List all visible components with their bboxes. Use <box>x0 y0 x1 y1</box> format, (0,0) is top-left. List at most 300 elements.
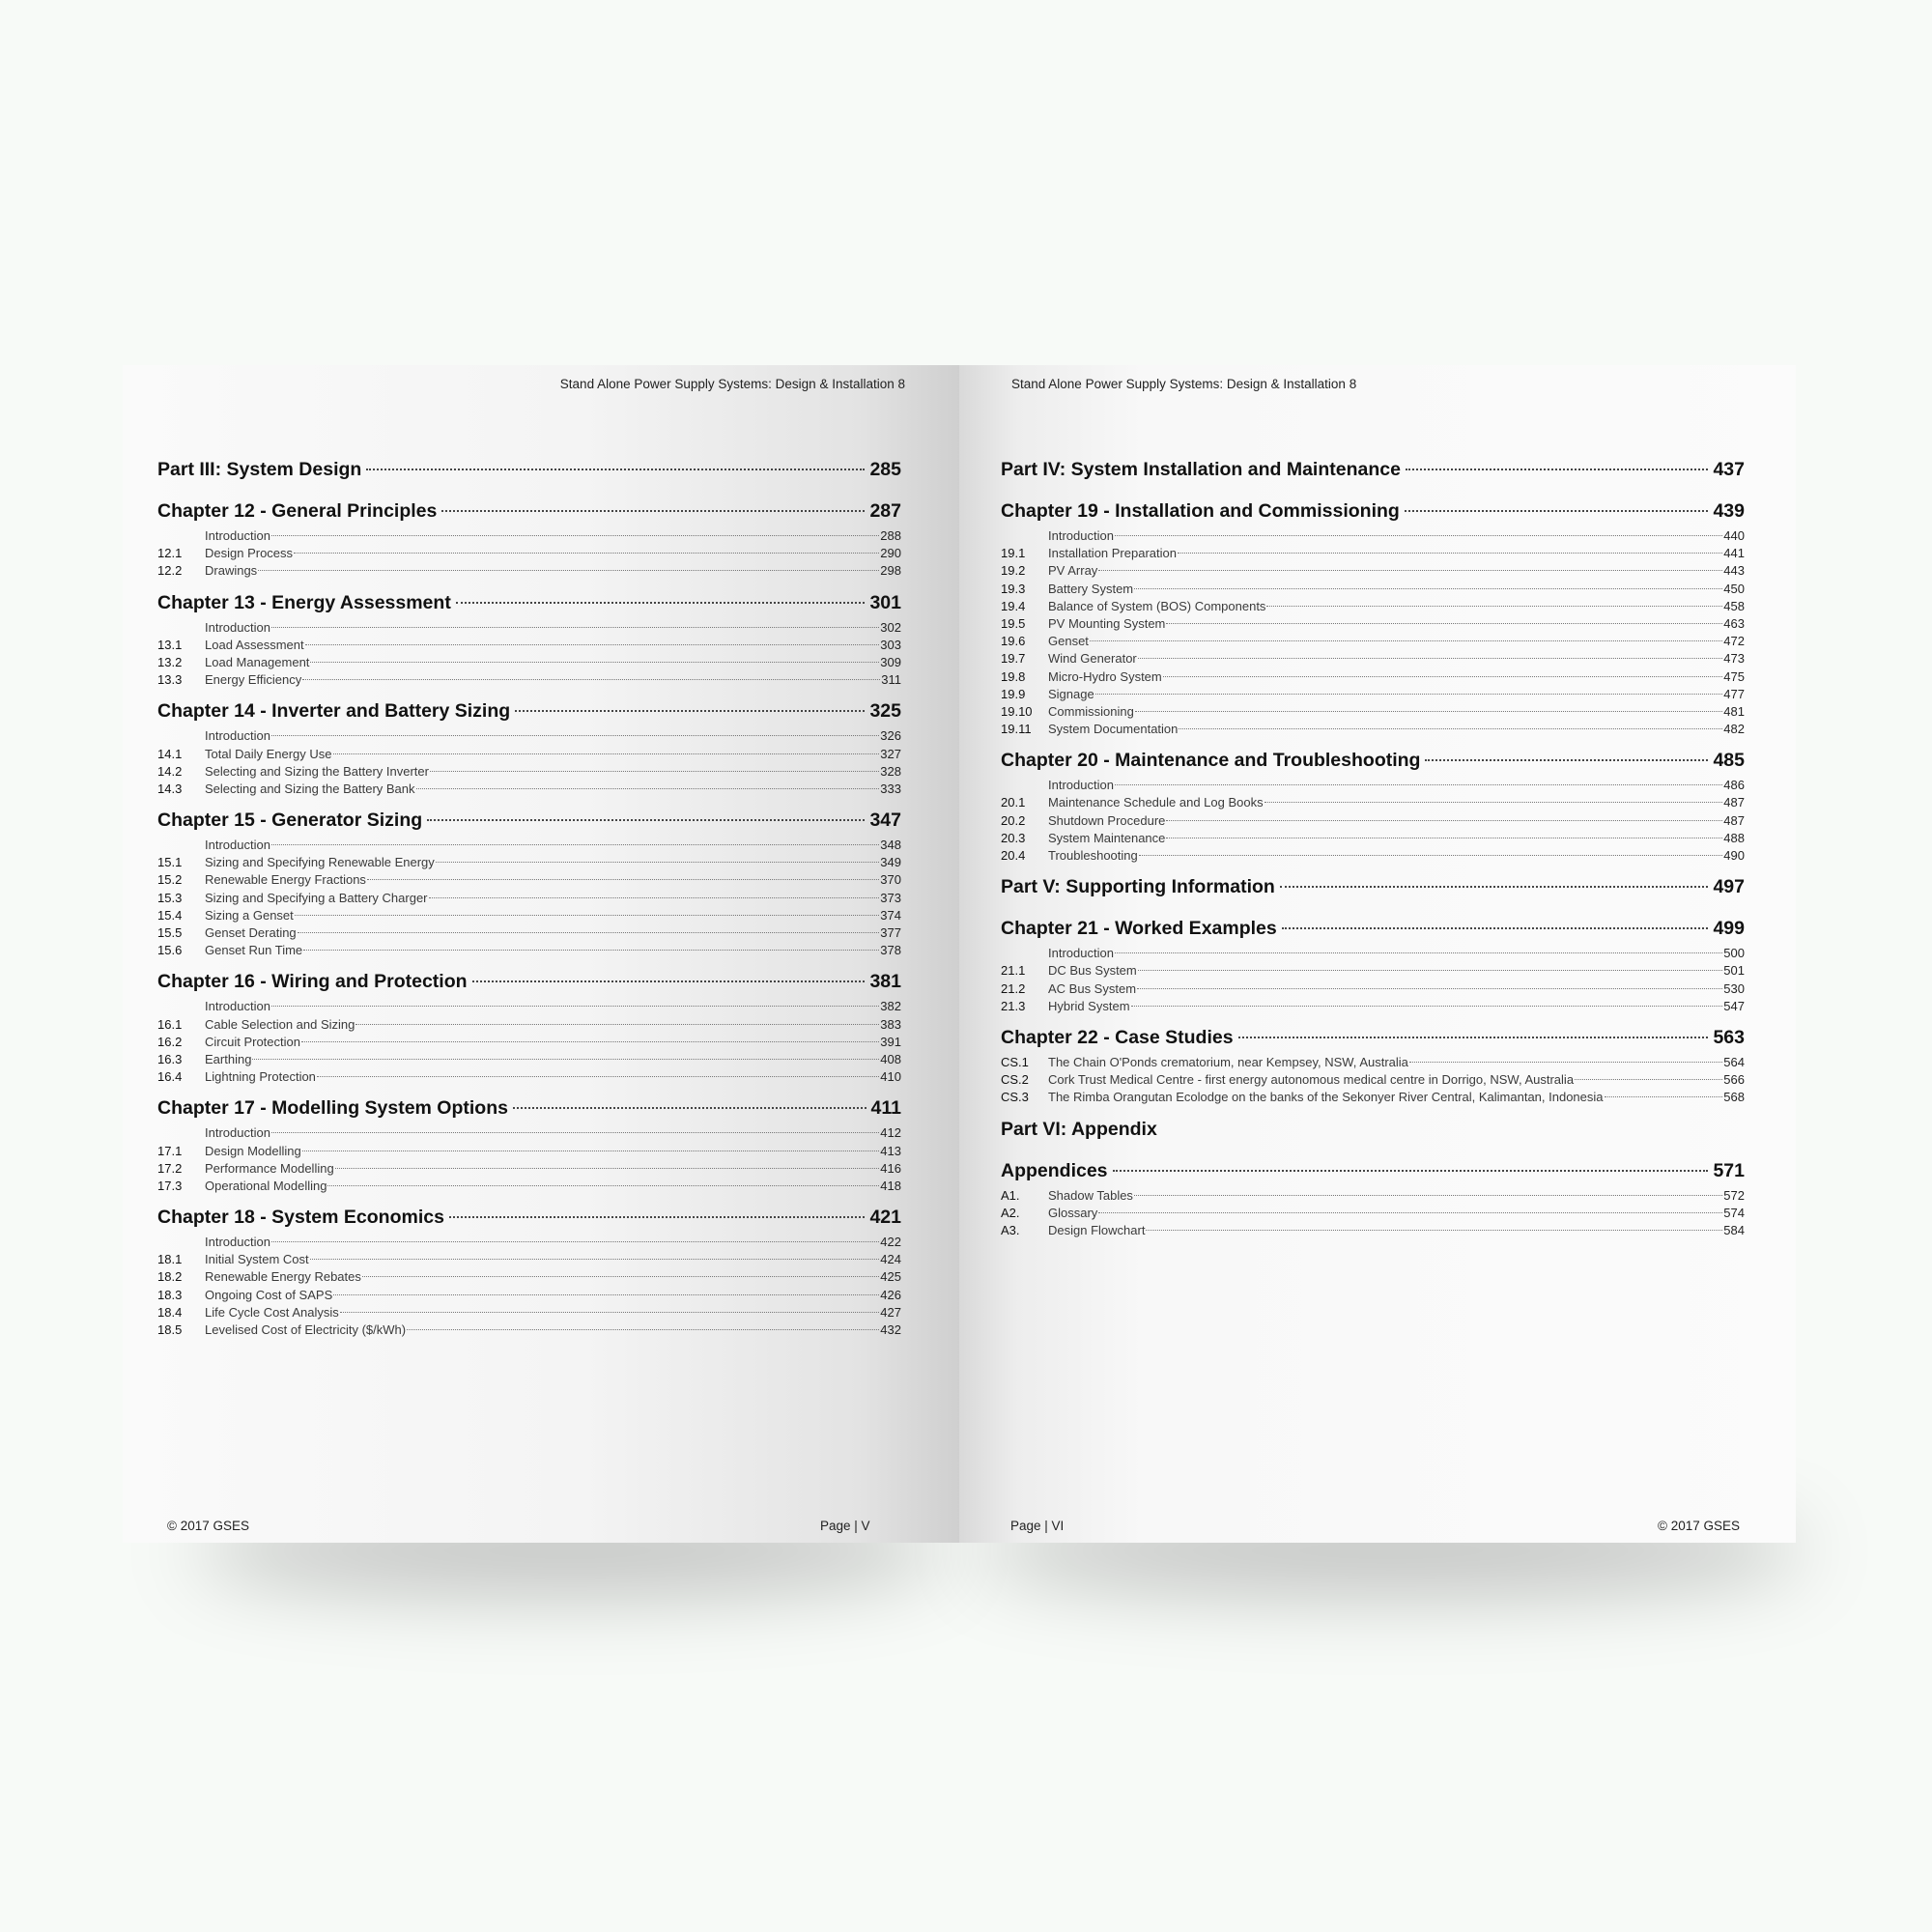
toc-entry-list <box>157 727 901 798</box>
toc-entry-list <box>157 527 901 581</box>
toc-heading-title: Part VI: Appendix <box>1001 1118 1157 1140</box>
toc-entry <box>157 1287 901 1304</box>
toc-entry-page: 490 <box>1723 848 1745 863</box>
toc-heading-page: 497 <box>1713 876 1745 898</box>
dot-leader <box>310 662 879 663</box>
toc-entry <box>157 562 901 580</box>
dot-leader <box>441 510 865 512</box>
dot-leader <box>271 1132 879 1133</box>
dot-leader <box>333 1294 879 1295</box>
toc-entry <box>157 854 901 871</box>
toc-entry-title: Genset Run Time <box>205 943 303 958</box>
toc-entry-number: 19.9 <box>1001 686 1026 701</box>
toc-entry-page: 418 <box>880 1178 901 1193</box>
dot-leader <box>1179 728 1722 729</box>
toc-entry-page: 487 <box>1723 795 1745 810</box>
toc-entry-title: Performance Modelling <box>205 1160 334 1176</box>
toc-entry-title: Introduction <box>205 1125 270 1141</box>
toc-heading-page: 347 <box>869 810 901 832</box>
toc-entry <box>157 727 901 745</box>
dot-leader <box>271 627 879 628</box>
toc-heading-page: 301 <box>869 591 901 613</box>
toc-entry-number: 18.1 <box>157 1252 183 1267</box>
toc-entry-number: 18.5 <box>157 1322 183 1337</box>
toc-entry <box>157 1143 901 1160</box>
toc-entry-page: 564 <box>1723 1054 1745 1069</box>
toc-entry <box>1001 545 1745 562</box>
toc-entry-number: A2. <box>1001 1205 1020 1220</box>
dot-leader <box>1605 1096 1723 1097</box>
toc-entry-title: Operational Modelling <box>205 1178 327 1193</box>
toc-entry-number: 15.2 <box>157 872 183 888</box>
toc-entry <box>1001 777 1745 794</box>
dot-leader <box>416 788 880 789</box>
toc-entry-page: 408 <box>880 1051 901 1066</box>
toc-heading <box>1001 456 1745 483</box>
dot-leader <box>449 1216 866 1218</box>
toc-heading-page: 485 <box>1713 750 1745 772</box>
toc-entry-page: 432 <box>880 1322 901 1337</box>
toc-heading-title: Chapter 22 - Case Studies <box>1001 1026 1234 1048</box>
toc-entry-title: Introduction <box>1048 778 1114 793</box>
dot-leader <box>317 1076 879 1077</box>
toc-entry-page: 568 <box>1723 1090 1745 1105</box>
dot-leader <box>301 1041 879 1042</box>
dot-leader <box>429 897 880 898</box>
dot-leader <box>430 771 879 772</box>
toc-entry <box>157 837 901 854</box>
dot-leader <box>305 644 880 645</box>
toc-entry-page: 374 <box>880 907 901 923</box>
toc-entry-number: 17.1 <box>157 1143 183 1158</box>
toc-entry-page: 383 <box>880 1016 901 1032</box>
dot-leader <box>258 570 879 571</box>
toc-entry-number: 16.2 <box>157 1034 183 1049</box>
dot-leader <box>271 535 879 536</box>
toc-entry-page: 463 <box>1723 615 1745 631</box>
toc-entry-title: AC Bus System <box>1048 980 1137 996</box>
toc-entry-number: 19.6 <box>1001 634 1026 649</box>
toc-entry-number: 21.2 <box>1001 980 1026 996</box>
dot-leader <box>1137 988 1722 989</box>
toc-entry-number: 19.7 <box>1001 651 1026 667</box>
toc-entry-list <box>157 1234 901 1339</box>
toc-entry-page: 424 <box>880 1252 901 1267</box>
toc-entry-title: Energy Efficiency <box>205 672 302 688</box>
dot-leader <box>1139 855 1723 856</box>
dot-leader <box>1095 694 1723 695</box>
toc-entry <box>157 1160 901 1178</box>
dot-leader <box>1409 1062 1722 1063</box>
toc-entry-number: 18.3 <box>157 1287 183 1302</box>
toc-entry-title: Cork Trust Medical Centre - first energy autonomous medical centre in Dorrigo, NSW, Australia <box>1048 1072 1575 1088</box>
toc-entry-page: 302 <box>880 619 901 635</box>
toc-heading-title: Chapter 18 - System Economics <box>157 1207 444 1229</box>
toc-entry-page: 290 <box>880 546 901 561</box>
toc-entry-title: Cable Selection and Sizing <box>205 1016 355 1032</box>
toc-entry-title: Installation Preparation <box>1048 546 1177 561</box>
toc-entry-number: A1. <box>1001 1187 1020 1203</box>
toc-entry-number: 19.11 <box>1001 722 1032 737</box>
toc-entry-title: Wind Generator <box>1048 651 1137 667</box>
toc-entry-number: 16.3 <box>157 1051 183 1066</box>
dot-leader <box>298 932 880 933</box>
toc-entry-number: CS.2 <box>1001 1072 1029 1088</box>
toc-entry <box>1001 1205 1745 1222</box>
toc-entry <box>1001 1187 1745 1205</box>
toc-heading <box>1001 1157 1745 1184</box>
toc-entry-number: 13.3 <box>157 672 183 688</box>
toc-entry <box>157 998 901 1015</box>
toc-entry <box>157 907 901 924</box>
toc-heading <box>157 456 901 483</box>
toc-entry-page: 348 <box>880 838 901 853</box>
toc-heading-title: Chapter 19 - Installation and Commissioning <box>1001 500 1400 522</box>
toc-entry-page: 427 <box>880 1304 901 1320</box>
toc-entry <box>157 1068 901 1086</box>
toc-entry <box>157 871 901 889</box>
toc-entry-page: 566 <box>1723 1072 1745 1088</box>
toc-heading-page: 421 <box>869 1207 901 1229</box>
footer-page-number: Page | V <box>820 1519 870 1533</box>
toc-entry-number: 13.2 <box>157 654 183 669</box>
dot-leader <box>1266 606 1722 607</box>
toc-entry-number: 19.3 <box>1001 581 1026 596</box>
toc-entry-title: Introduction <box>205 619 270 635</box>
toc-entry-page: 412 <box>880 1125 901 1141</box>
dot-leader <box>1098 1212 1722 1213</box>
dot-leader <box>1134 1195 1722 1196</box>
toc-heading <box>157 497 901 525</box>
dot-leader <box>1282 927 1709 929</box>
toc-entry-page: 481 <box>1723 703 1745 719</box>
toc-entry <box>1001 1071 1745 1089</box>
toc-entry-number: 12.2 <box>157 563 183 579</box>
toc-heading <box>157 1094 901 1122</box>
toc-entry-title: Sizing and Specifying Renewable Energy <box>205 855 435 870</box>
toc-entry-title: Sizing a Genset <box>205 907 294 923</box>
toc-entry <box>157 619 901 637</box>
toc-entry-title: Troubleshooting <box>1048 848 1138 863</box>
toc-entry-title: Load Assessment <box>205 637 304 652</box>
footer-copyright: © 2017 GSES <box>167 1519 249 1533</box>
toc-heading-page: 563 <box>1713 1026 1745 1048</box>
toc-entry <box>157 1034 901 1051</box>
toc-entry-number: 21.3 <box>1001 998 1026 1013</box>
toc-entry-title: Renewable Energy Fractions <box>205 872 366 888</box>
toc-entry-title: Maintenance Schedule and Log Books <box>1048 795 1264 810</box>
dot-leader <box>1280 886 1709 888</box>
toc-entry <box>1001 721 1745 738</box>
toc-entry-page: 370 <box>880 872 901 888</box>
dot-leader <box>294 553 879 554</box>
dot-leader <box>252 1059 879 1060</box>
toc-entry-page: 501 <box>1723 963 1745 979</box>
toc-entry-list <box>1001 1187 1745 1240</box>
toc-entry <box>1001 650 1745 668</box>
toc-entry-page: 486 <box>1723 778 1745 793</box>
toc-entry-number: 19.8 <box>1001 668 1026 684</box>
toc-heading <box>1001 1024 1745 1051</box>
dot-leader <box>1098 570 1722 571</box>
dot-leader <box>1115 952 1722 953</box>
dot-leader <box>515 710 865 712</box>
toc-entry-number: 17.3 <box>157 1178 183 1193</box>
toc-entry-page: 327 <box>880 746 901 761</box>
toc-entry <box>1001 1054 1745 1071</box>
toc-entry-number: 18.4 <box>157 1304 183 1320</box>
toc-entry-title: System Documentation <box>1048 722 1179 737</box>
toc-entry-number: 19.5 <box>1001 615 1026 631</box>
toc-entry-title: PV Mounting System <box>1048 615 1166 631</box>
dot-leader <box>303 950 879 951</box>
toc-entry-page: 425 <box>880 1269 901 1285</box>
toc-entry <box>157 654 901 671</box>
toc-heading-page: 499 <box>1713 918 1745 940</box>
toc-entry-title: Design Process <box>205 546 294 561</box>
toc-entry <box>1001 1222 1745 1239</box>
toc-entry-page: 482 <box>1723 722 1745 737</box>
toc-entry-page: 574 <box>1723 1205 1745 1220</box>
toc-entry-page: 530 <box>1723 980 1745 996</box>
toc-entry-page: 441 <box>1723 546 1745 561</box>
toc-heading <box>1001 873 1745 900</box>
toc-entry-title: The Chain O'Ponds crematorium, near Kempsey, NSW, Australia <box>1048 1054 1408 1069</box>
dot-leader <box>1575 1079 1722 1080</box>
toc-heading-title: Part V: Supporting Information <box>1001 876 1275 898</box>
toc-entry-number: 20.3 <box>1001 830 1026 845</box>
toc-entry-list <box>157 998 901 1086</box>
dot-leader <box>1425 759 1708 761</box>
toc-entry-title: Commissioning <box>1048 703 1134 719</box>
dot-leader <box>427 819 865 821</box>
toc-entry-page: 475 <box>1723 668 1745 684</box>
toc-heading-title: Chapter 13 - Energy Assessment <box>157 591 451 613</box>
toc-entry-title: Battery System <box>1048 581 1134 596</box>
toc-entry-title: Load Management <box>205 654 310 669</box>
toc-entry-title: Genset Derating <box>205 925 297 940</box>
toc-entry-list <box>157 837 901 959</box>
dot-leader <box>1113 1170 1709 1172</box>
toc-entry <box>157 1268 901 1286</box>
toc-entry-list <box>1001 777 1745 865</box>
toc-entry <box>1001 703 1745 721</box>
toc-entry-number: 16.4 <box>157 1069 183 1085</box>
toc-entry <box>1001 1089 1745 1106</box>
toc-entry-page: 378 <box>880 943 901 958</box>
toc-entry-list <box>157 1124 901 1195</box>
toc-entry <box>1001 998 1745 1015</box>
toc-heading-title: Chapter 15 - Generator Sizing <box>157 810 423 832</box>
toc-entry-title: PV Array <box>1048 563 1098 579</box>
dot-leader <box>366 469 865 470</box>
toc-entry-number: 18.2 <box>157 1269 183 1285</box>
toc-entry-number: 14.1 <box>157 746 183 761</box>
toc-entry-title: Introduction <box>1048 528 1114 543</box>
toc-entry <box>1001 686 1745 703</box>
footer-page-number: Page | VI <box>1010 1519 1065 1533</box>
toc-entry-page: 382 <box>880 999 901 1014</box>
toc-entry-title: Introduction <box>205 999 270 1014</box>
toc-entry-number: 12.1 <box>157 546 183 561</box>
toc-heading <box>1001 747 1745 774</box>
toc-entry-title: Introduction <box>205 528 270 543</box>
toc-entry-page: 547 <box>1723 998 1745 1013</box>
toc-entry-title: Circuit Protection <box>205 1034 300 1049</box>
toc-entry-number: 19.2 <box>1001 563 1026 579</box>
left-page <box>123 365 959 1543</box>
toc-entry-title: Introduction <box>1048 946 1114 961</box>
toc-entry <box>157 1051 901 1068</box>
toc-entry-list <box>157 619 901 690</box>
toc-entry-page: 422 <box>880 1235 901 1250</box>
dot-leader <box>1135 711 1722 712</box>
toc-entry-title: Life Cycle Cost Analysis <box>205 1304 339 1320</box>
toc-entry <box>157 1321 901 1339</box>
toc-entry-page: 373 <box>880 890 901 905</box>
toc-heading <box>157 968 901 995</box>
toc-entry <box>157 763 901 781</box>
dot-leader <box>1146 1230 1722 1231</box>
dot-leader <box>333 753 880 754</box>
toc-heading <box>1001 497 1745 525</box>
toc-entry-page: 450 <box>1723 581 1745 596</box>
dot-leader <box>362 1276 879 1277</box>
toc-entry-number: 20.4 <box>1001 848 1026 863</box>
dot-leader <box>335 1168 880 1169</box>
toc-entry-title: Introduction <box>205 838 270 853</box>
dot-leader <box>271 844 879 845</box>
toc-entry-page: 477 <box>1723 686 1745 701</box>
toc-entry-title: Glossary <box>1048 1205 1098 1220</box>
toc-entry-title: Sizing and Specifying a Battery Charger <box>205 890 428 905</box>
table-of-contents <box>1001 456 1745 1239</box>
toc-entry-title: System Maintenance <box>1048 830 1166 845</box>
toc-entry-title: Total Daily Energy Use <box>205 746 332 761</box>
dot-leader <box>1178 553 1722 554</box>
toc-entry-number: A3. <box>1001 1222 1020 1237</box>
toc-entry-page: 410 <box>880 1069 901 1085</box>
toc-entry-number: CS.3 <box>1001 1090 1029 1105</box>
toc-entry-number: 14.3 <box>157 781 183 796</box>
toc-heading-page: 411 <box>870 1097 901 1120</box>
toc-entry <box>157 637 901 654</box>
toc-entry-page: 440 <box>1723 528 1745 543</box>
dot-leader <box>436 862 880 863</box>
toc-entry-page: 391 <box>880 1034 901 1049</box>
toc-entry-number: 15.4 <box>157 907 183 923</box>
toc-heading-page: 437 <box>1713 459 1745 480</box>
toc-heading-page: 571 <box>1713 1159 1745 1181</box>
toc-entry-title: Genset <box>1048 634 1089 649</box>
toc-entry-page: 333 <box>880 781 901 796</box>
toc-entry-page: 328 <box>880 763 901 779</box>
toc-entry <box>1001 527 1745 545</box>
dot-leader <box>355 1024 879 1025</box>
dot-leader <box>1115 535 1722 536</box>
toc-entry-title: Shutdown Procedure <box>1048 812 1166 828</box>
toc-entry <box>157 1251 901 1268</box>
toc-entry-page: 473 <box>1723 651 1745 667</box>
toc-entry-number: 17.2 <box>157 1160 183 1176</box>
toc-entry-title: Selecting and Sizing the Battery Inverter <box>205 763 429 779</box>
toc-entry-title: Lightning Protection <box>205 1069 316 1085</box>
toc-entry-title: Initial System Cost <box>205 1252 309 1267</box>
toc-entry-number: 15.6 <box>157 943 183 958</box>
toc-entry-page: 303 <box>880 637 901 652</box>
toc-entry-number: 19.1 <box>1001 546 1026 561</box>
toc-entry-title: Design Modelling <box>205 1143 301 1158</box>
toc-entry-page: 413 <box>880 1143 901 1158</box>
dot-leader <box>1406 469 1709 470</box>
dot-leader <box>407 1329 879 1330</box>
toc-heading-title: Part III: System Design <box>157 459 362 480</box>
toc-entry <box>157 1124 901 1142</box>
running-head: Stand Alone Power Supply Systems: Design & Installation 8 <box>559 377 905 391</box>
toc-entry <box>157 890 901 907</box>
toc-entry-page: 458 <box>1723 598 1745 613</box>
dot-leader <box>340 1312 880 1313</box>
toc-entry-number: CS.1 <box>1001 1054 1029 1069</box>
toc-entry-page: 311 <box>881 672 901 688</box>
toc-entry <box>157 1304 901 1321</box>
toc-entry <box>157 1234 901 1251</box>
toc-entry <box>1001 847 1745 865</box>
toc-entry-title: Micro-Hydro System <box>1048 668 1162 684</box>
toc-entry-page: 349 <box>880 855 901 870</box>
dot-leader <box>1138 658 1723 659</box>
toc-entry <box>1001 668 1745 686</box>
toc-heading-title: Chapter 14 - Inverter and Battery Sizing <box>157 700 511 723</box>
toc-heading-page: 285 <box>869 459 901 480</box>
toc-entry-title: Shadow Tables <box>1048 1187 1133 1203</box>
toc-entry-page: 487 <box>1723 812 1745 828</box>
toc-entry <box>1001 830 1745 847</box>
toc-entry-title: Levelised Cost of Electricity ($/kWh) <box>205 1322 407 1337</box>
toc-entry-page: 443 <box>1723 563 1745 579</box>
toc-entry-number: 20.1 <box>1001 795 1026 810</box>
dot-leader <box>1405 510 1709 512</box>
toc-entry-page: 584 <box>1723 1222 1745 1237</box>
toc-heading-title: Chapter 17 - Modelling System Options <box>157 1097 508 1120</box>
dot-leader <box>327 1185 879 1186</box>
toc-entry <box>157 942 901 959</box>
running-head: Stand Alone Power Supply Systems: Design & Installation 8 <box>1011 377 1357 391</box>
toc-entry-number: 15.3 <box>157 890 183 905</box>
toc-heading <box>1001 915 1745 942</box>
toc-entry-title: Drawings <box>205 563 258 579</box>
toc-heading-title: Part IV: System Installation and Maintenance <box>1001 459 1401 480</box>
toc-entry-title: Ongoing Cost of SAPS <box>205 1287 333 1302</box>
toc-entry <box>1001 581 1745 598</box>
dot-leader <box>1163 676 1723 677</box>
toc-entry-title: The Rimba Orangutan Ecolodge on the banks of the Sekonyer River Central, Kalimantan, Indonesia <box>1048 1090 1604 1105</box>
toc-entry-number: 15.1 <box>157 855 183 870</box>
toc-entry-page: 500 <box>1723 946 1745 961</box>
dot-leader <box>1138 970 1723 971</box>
toc-entry-page: 472 <box>1723 634 1745 649</box>
toc-entry-title: Introduction <box>205 1235 270 1250</box>
toc-heading-page: 287 <box>869 500 901 522</box>
toc-entry-page: 298 <box>880 563 901 579</box>
toc-heading-page: 325 <box>869 700 901 723</box>
toc-entry-number: 21.1 <box>1001 963 1026 979</box>
toc-entry <box>1001 945 1745 962</box>
footer-copyright: © 2017 GSES <box>1658 1519 1740 1533</box>
toc-entry-page: 377 <box>880 925 901 940</box>
toc-entry <box>157 527 901 545</box>
dot-leader <box>302 679 880 680</box>
